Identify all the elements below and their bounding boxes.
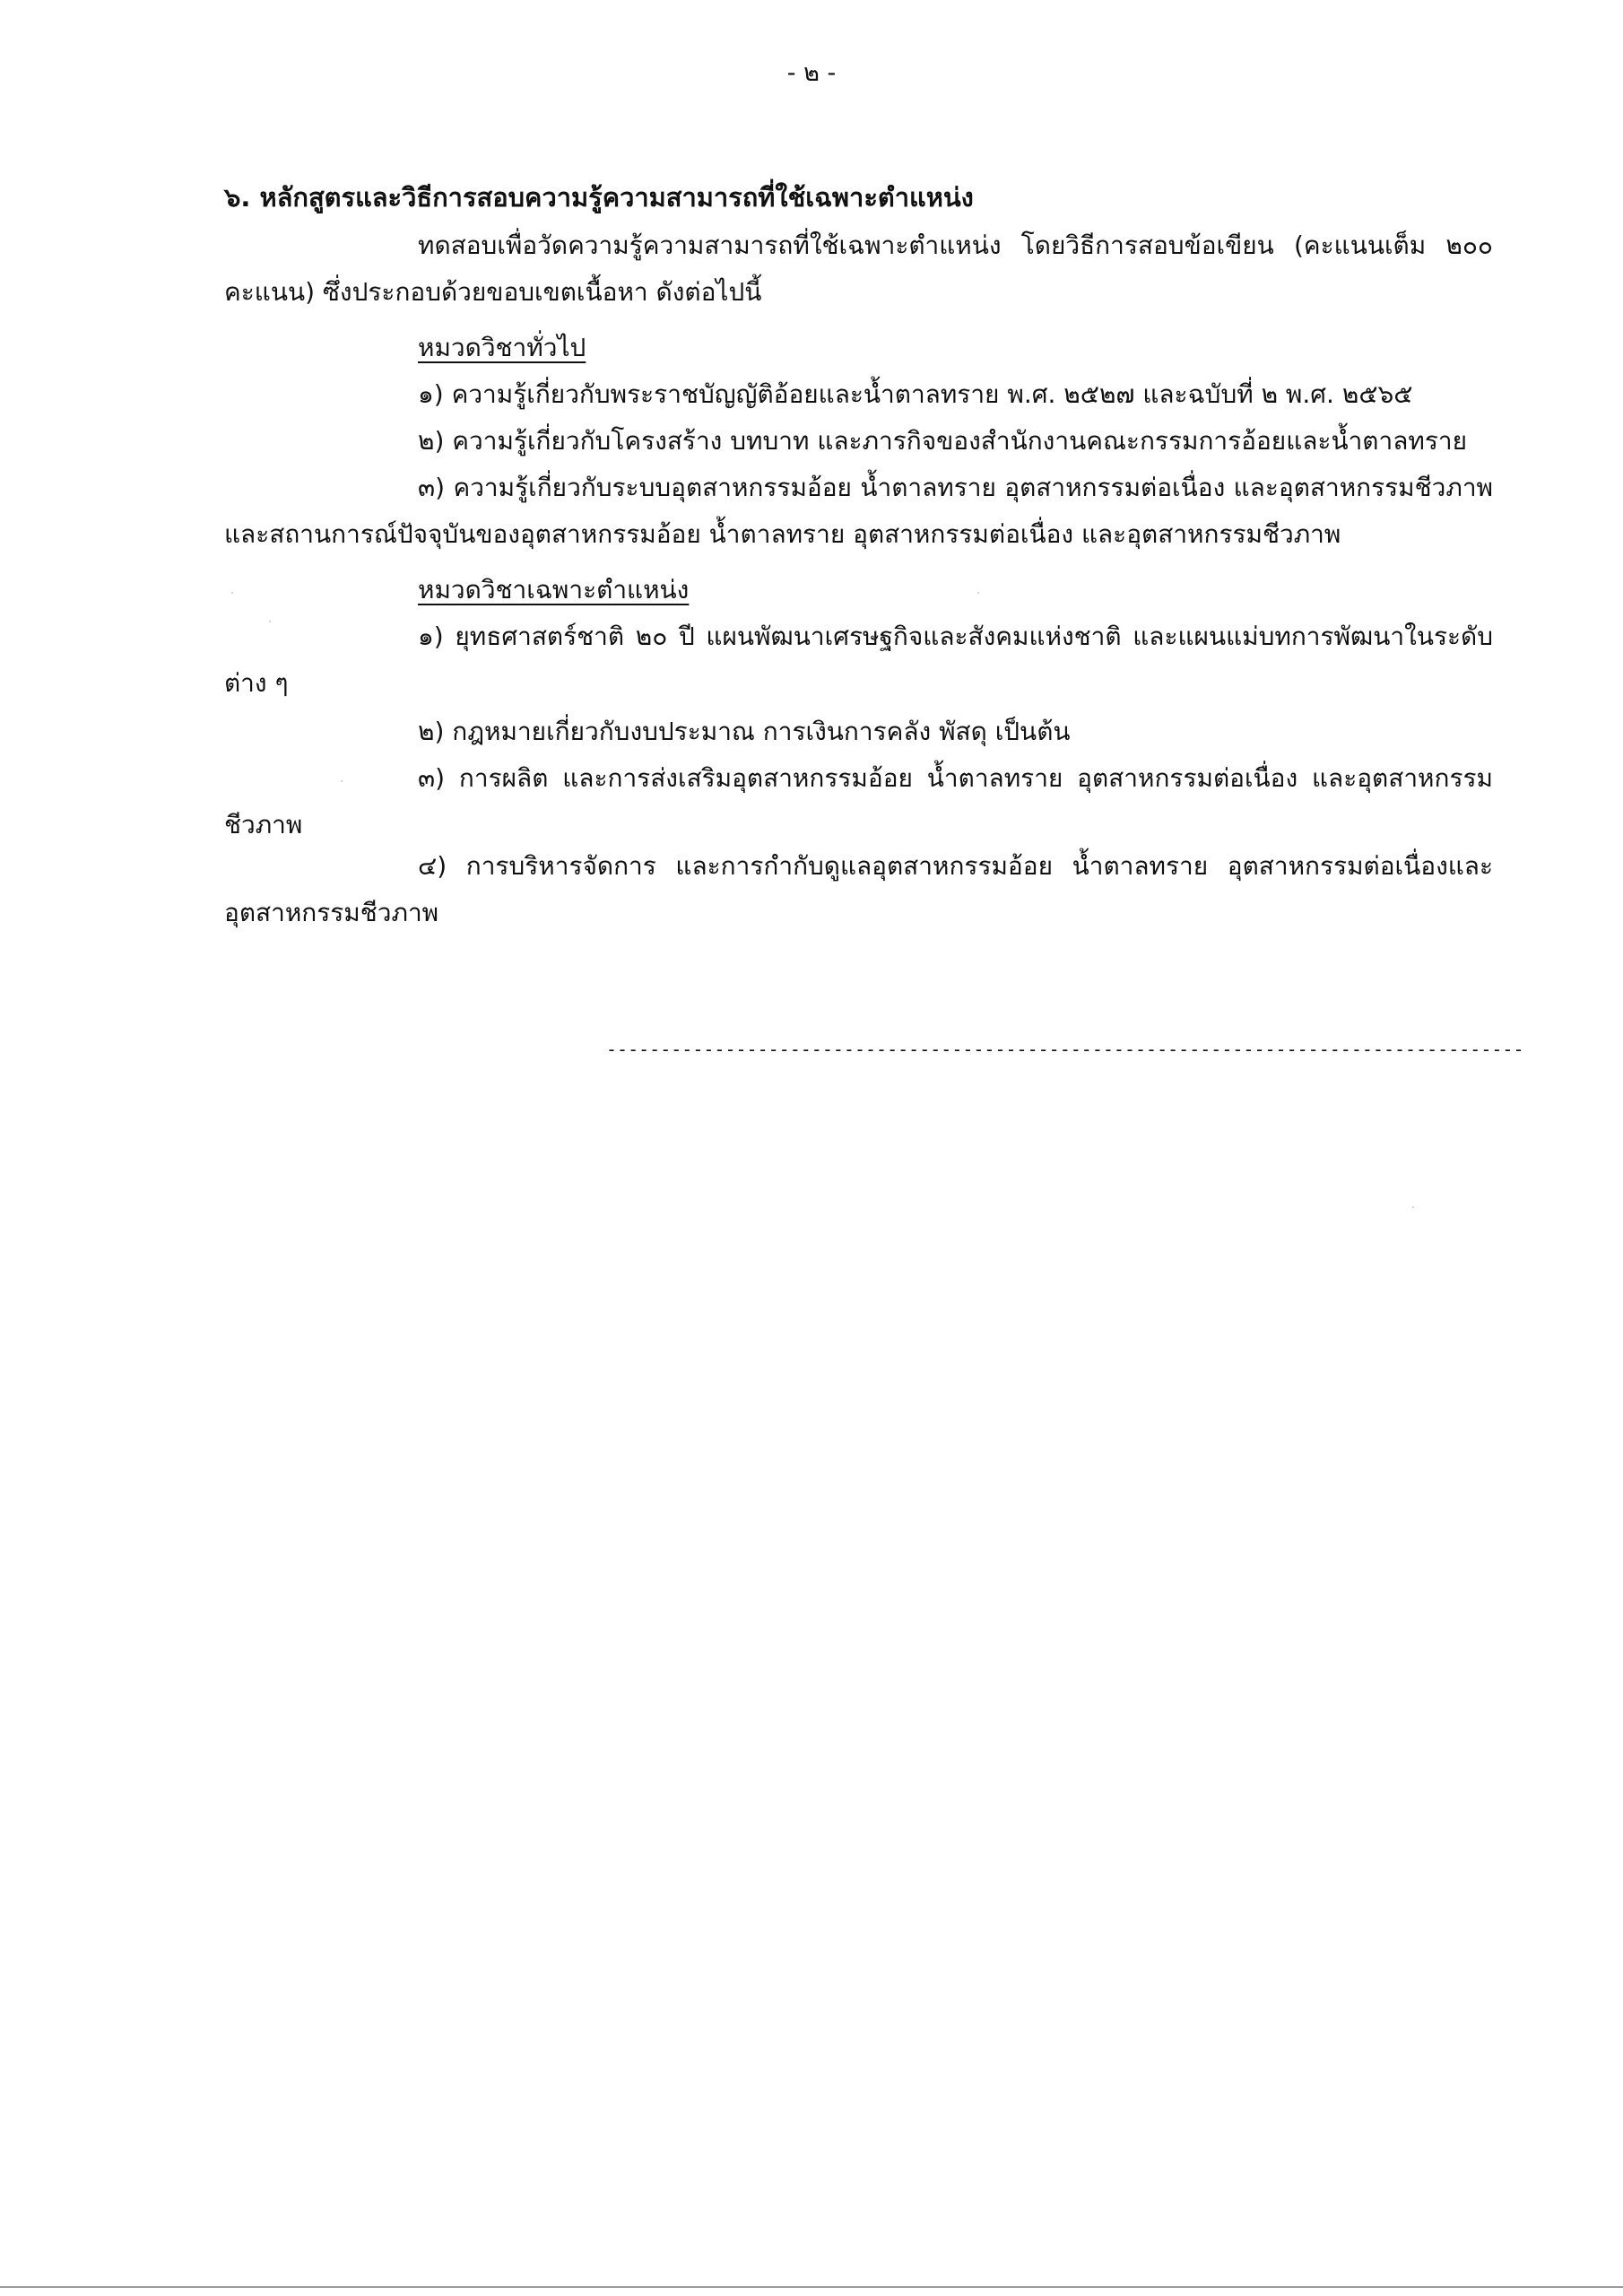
end-of-document-rule: -------------------------------------------------------------------------------------	[606, 1039, 1524, 1060]
scan-speck	[269, 621, 271, 622]
section-intro: ทดสอบเพื่อวัดความรู้ความสามารถที่ใช้เฉพาะตำแหน่ง โดยวิธีการสอบข้อเขียน (คะแนนเต็ม ๒๐๐ คะแนน) ซึ่งประกอบด้วยขอบเขตเนื้อหา ดังต่อไปนี้	[224, 230, 1493, 307]
scan-speck	[1412, 1206, 1414, 1208]
general-subjects-heading: หมวดวิชาทั่วไป	[418, 333, 586, 362]
specific-subjects-heading: หมวดวิชาเฉพาะตำแหน่ง	[418, 575, 690, 604]
scan-speck	[977, 592, 979, 594]
section-title: ๖. หลักสูตรและวิธีการสอบความรู้ความสามารถที่ใช้เฉพาะตำแหน่ง	[224, 182, 974, 213]
scan-speck	[231, 592, 233, 594]
general-item-1: ๑) ความรู้เกี่ยวกับพระราชบัญญัติอ้อยและน้ำตาลทราย พ.ศ. ๒๕๒๗ และฉบับที่ ๒ พ.ศ. ๒๕๖๕	[418, 379, 1413, 409]
general-item-2: ๒) ความรู้เกี่ยวกับโครงสร้าง บทบาท และภารกิจของสำนักงานคณะกรรมการอ้อยและน้ำตาลทราย	[418, 426, 1467, 456]
general-item-3: ๓) ความรู้เกี่ยวกับระบบอุตสาหกรรมอ้อย น้ำตาลทราย อุตสาหกรรมต่อเนื่อง และอุตสาหกรรมชีวภาพ และสถานการณ์ปัจจุบันของอุตสาหกรรมอ้อย น้ำตาลทราย อุตสาหกรรมต่อเนื่อง และอุตสาหกรรมชีวภาพ	[224, 473, 1493, 549]
specific-item-1: ๑) ยุทธศาสตร์ชาติ ๒๐ ปี แผนพัฒนาเศรษฐกิจและสังคมแห่งชาติ และแผนแม่บทการพัฒนาในระดับต่าง ๆ	[224, 622, 1493, 698]
page-number: - ๒ -	[786, 59, 837, 87]
scan-bottom-edge	[0, 2286, 1623, 2288]
specific-item-2: ๒) กฎหมายเกี่ยวกับงบประมาณ การเงินการคลัง พัสดุ เป็นต้น	[418, 717, 1071, 746]
specific-item-4: ๔) การบริหารจัดการ และการกำกับดูแลอุตสาหกรรมอ้อย น้ำตาลทราย อุตสาหกรรมต่อเนื่องและอุตสาหกรรมชีวภาพ	[224, 851, 1493, 927]
scan-speck	[341, 780, 343, 782]
specific-item-3: ๓) การผลิต และการส่งเสริมอุตสาหกรรมอ้อย น้ำตาลทราย อุตสาหกรรมต่อเนื่อง และอุตสาหกรรมชีวภาพ	[224, 763, 1493, 839]
